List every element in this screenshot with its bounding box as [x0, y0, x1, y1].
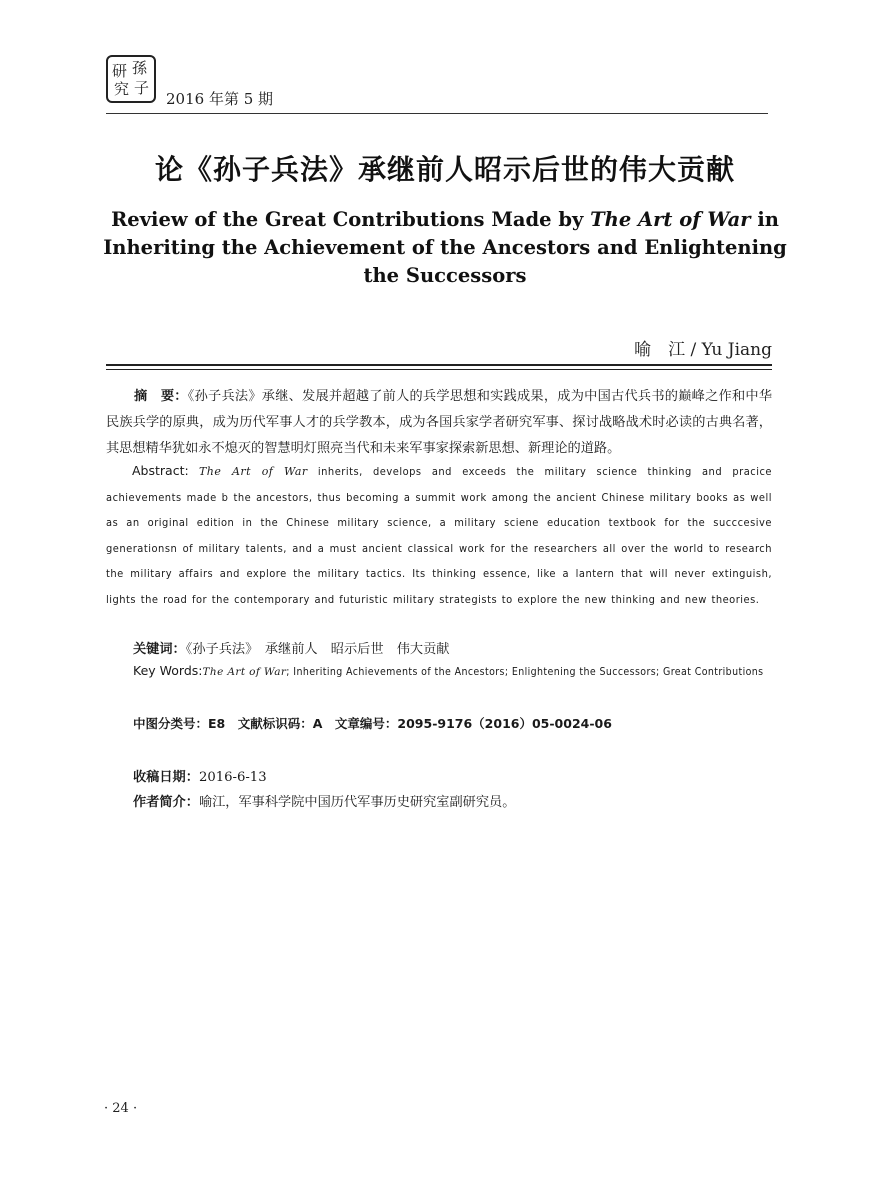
abstract-chinese — [106, 384, 772, 462]
abstract-en-label: Abstract: — [132, 463, 189, 478]
logo-char: 子 — [134, 79, 150, 97]
title-en-part: Review of the Great Contributions Made by — [111, 208, 591, 231]
title-en-italic: The Art of War — [590, 208, 751, 231]
author-rule-thick — [106, 364, 772, 366]
title-english — [100, 206, 790, 290]
abstract-english — [106, 458, 772, 612]
abstract-en-italic: The Art of War — [198, 465, 308, 478]
keywords-en-label: Key Words: — [133, 663, 203, 678]
logo-char: 究 — [114, 80, 130, 98]
received-label: 收稿日期： — [133, 770, 199, 785]
title-en-part: in Inheriting the Achievement of the Ancestors and Enlightening the Successors — [103, 208, 787, 287]
author-bio — [133, 791, 515, 810]
keywords-en-text: ; Inheriting Achievements of the Ancestors; Enlightening the Successors; Great Contributions — [286, 666, 764, 678]
keywords-zh-label: 关键词： — [133, 642, 186, 657]
author-rule-thin — [106, 369, 772, 370]
journal-issue: 2016 年第 5 期 — [166, 90, 274, 108]
title-chinese: 论《孙子兵法》承继前人昭示后世的伟大贡献 — [154, 153, 735, 186]
page-number: · 24 · — [104, 1101, 138, 1116]
logo-char: 研 — [112, 62, 128, 80]
abstract-en-text: inherits, develops and exceeds the military science thinking and pracice achievements made b the ancestors, thus becoming a summit work among the ancient Chinese military books as well as an original edition in the Chinese military science, a military sciene education textbook for the succcesive generationsn of military talents, and a must ancient classical work for the researchers all over the world to research the military affairs and explore the military tactics. Its thinking essence, like a lantern that will never extinguish, lights the road for the contemporary and futuristic military strategists to explore the new thinking and new theories. — [106, 465, 772, 606]
abstract-zh-text: 《孙子兵法》承继、发展并超越了前人的兵学思想和实践成果，成为中国古代兵书的巅峰之作和中华民族兵学的原典，成为历代军事人才的兵学教本，成为各国兵家学者研究军事、探讨战略战术时必读的古典名著，其思想精华犹如永不熄灭的智慧明灯照亮当代和未来军事家探索新思想、新理论的道路。 — [106, 389, 773, 456]
received-value: 2016-6-13 — [198, 770, 267, 785]
received-date — [133, 766, 267, 785]
logo-char: 孫 — [132, 59, 148, 77]
bio-value: 喻江，军事科学院中国历代军事历史研究室副研究员。 — [198, 795, 516, 810]
bio-label: 作者简介： — [133, 795, 199, 810]
author-byline: 喻 江 / Yu Jiang — [634, 340, 772, 360]
abstract-zh-label: 摘 要： — [134, 389, 188, 404]
keywords-chinese — [133, 638, 450, 657]
keywords-zh-text: 《孙子兵法》 承继前人 昭示后世 伟大贡献 — [185, 642, 450, 657]
keywords-en-italic: The Art of War — [202, 666, 287, 678]
journal-logo — [106, 55, 156, 103]
classification-line: 中图分类号：E8 文献标识码：A 文章编号：2095-9176（2016）05-0024-06 — [133, 716, 612, 731]
header-rule — [106, 113, 768, 114]
keywords-english — [133, 663, 764, 678]
